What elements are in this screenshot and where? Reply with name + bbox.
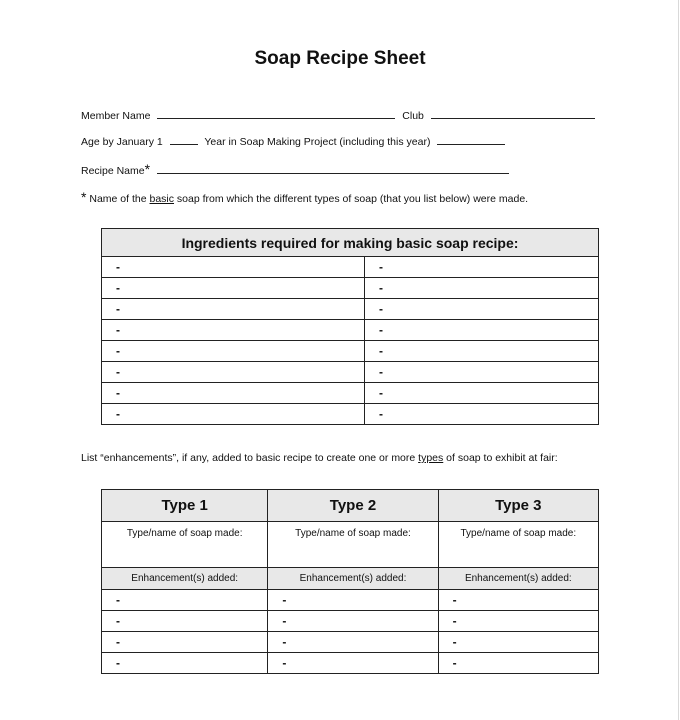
ingredient-cell[interactable]: - xyxy=(102,278,365,299)
footnote-asterisk: * xyxy=(81,189,87,205)
enhancement-row xyxy=(102,653,599,674)
ingredient-cell[interactable]: - xyxy=(102,299,365,320)
member-name-field[interactable] xyxy=(157,108,395,119)
ingredients-table xyxy=(101,228,599,425)
type-2-name-cell[interactable]: Type/name of soap made: xyxy=(268,522,438,568)
enhancement-row xyxy=(102,590,599,611)
ingredient-cell[interactable]: - xyxy=(102,320,365,341)
enhancement-cell[interactable]: - xyxy=(102,653,268,674)
footnote-text-start: Name of the xyxy=(89,193,150,205)
type-1-name-cell[interactable]: Type/name of soap made: xyxy=(102,522,268,568)
member-club-line xyxy=(81,108,599,122)
enhancement-cell[interactable]: - xyxy=(102,611,268,632)
ingredient-row xyxy=(102,362,599,383)
recipe-name-field[interactable] xyxy=(157,163,509,174)
ingredient-cell[interactable]: - xyxy=(102,257,365,278)
type-2-enhancement-label: Enhancement(s) added: xyxy=(268,568,438,590)
ingredient-cell[interactable]: - xyxy=(365,341,599,362)
club-label: Club xyxy=(402,110,424,122)
ingredient-row xyxy=(102,404,599,425)
recipe-name-line xyxy=(81,161,513,177)
enhancement-cell[interactable]: - xyxy=(438,632,598,653)
enhancement-cell[interactable]: - xyxy=(268,632,438,653)
ingredient-cell[interactable]: - xyxy=(365,362,599,383)
enhancement-cell[interactable]: - xyxy=(438,653,598,674)
ingredient-row xyxy=(102,341,599,362)
enhancements-text-start: List “enhancements”, if any, added to basic recipe to create one or more xyxy=(81,452,419,464)
ingredient-cell[interactable]: - xyxy=(365,278,599,299)
type-1-header: Type 1 xyxy=(102,490,268,522)
footnote xyxy=(81,189,528,205)
club-field[interactable] xyxy=(431,108,595,119)
enhancements-text-end: of soap to exhibit at fair: xyxy=(443,452,558,464)
ingredient-cell[interactable]: - xyxy=(365,383,599,404)
ingredient-cell[interactable]: - xyxy=(102,383,365,404)
enhancements-note xyxy=(81,452,558,464)
page-title: Soap Recipe Sheet xyxy=(254,48,426,69)
age-field[interactable] xyxy=(170,134,198,145)
required-asterisk: * xyxy=(144,161,151,177)
age-label: Age by January 1 xyxy=(81,136,163,148)
types-table xyxy=(101,489,599,674)
age-year-line xyxy=(81,134,509,148)
ingredient-row xyxy=(102,278,599,299)
member-name-label: Member Name xyxy=(81,110,151,122)
footnote-text-end: soap from which the different types of soap (that you list below) were made. xyxy=(174,193,529,205)
type-2-header: Type 2 xyxy=(268,490,438,522)
enhancement-row xyxy=(102,611,599,632)
ingredient-cell[interactable]: - xyxy=(102,404,365,425)
recipe-name-label: Recipe Name xyxy=(81,165,145,177)
enhancement-row xyxy=(102,632,599,653)
type-3-enhancement-label: Enhancement(s) added: xyxy=(438,568,598,590)
ingredient-cell[interactable]: - xyxy=(365,320,599,341)
ingredient-cell[interactable]: - xyxy=(102,362,365,383)
type-3-header: Type 3 xyxy=(438,490,598,522)
ingredient-cell[interactable]: - xyxy=(365,299,599,320)
enhancement-cell[interactable]: - xyxy=(438,611,598,632)
enhancement-cell[interactable]: - xyxy=(268,611,438,632)
enhancement-cell[interactable]: - xyxy=(268,590,438,611)
enhancement-cell[interactable]: - xyxy=(268,653,438,674)
type-1-enhancement-label: Enhancement(s) added: xyxy=(102,568,268,590)
type-3-name-cell[interactable]: Type/name of soap made: xyxy=(438,522,598,568)
footnote-underlined: basic xyxy=(149,193,175,205)
ingredient-row xyxy=(102,320,599,341)
ingredient-cell[interactable]: - xyxy=(365,257,599,278)
enhancements-underlined: types xyxy=(418,452,444,464)
ingredient-row xyxy=(102,383,599,404)
year-field[interactable] xyxy=(437,134,505,145)
ingredients-header: Ingredients required for making basic soap recipe: xyxy=(102,229,599,257)
enhancement-cell[interactable]: - xyxy=(102,632,268,653)
year-label: Year in Soap Making Project (including this year) xyxy=(204,136,431,148)
enhancement-cell[interactable]: - xyxy=(102,590,268,611)
ingredient-cell[interactable]: - xyxy=(365,404,599,425)
ingredient-row xyxy=(102,257,599,278)
enhancement-cell[interactable]: - xyxy=(438,590,598,611)
ingredient-row xyxy=(102,299,599,320)
ingredient-cell[interactable]: - xyxy=(102,341,365,362)
